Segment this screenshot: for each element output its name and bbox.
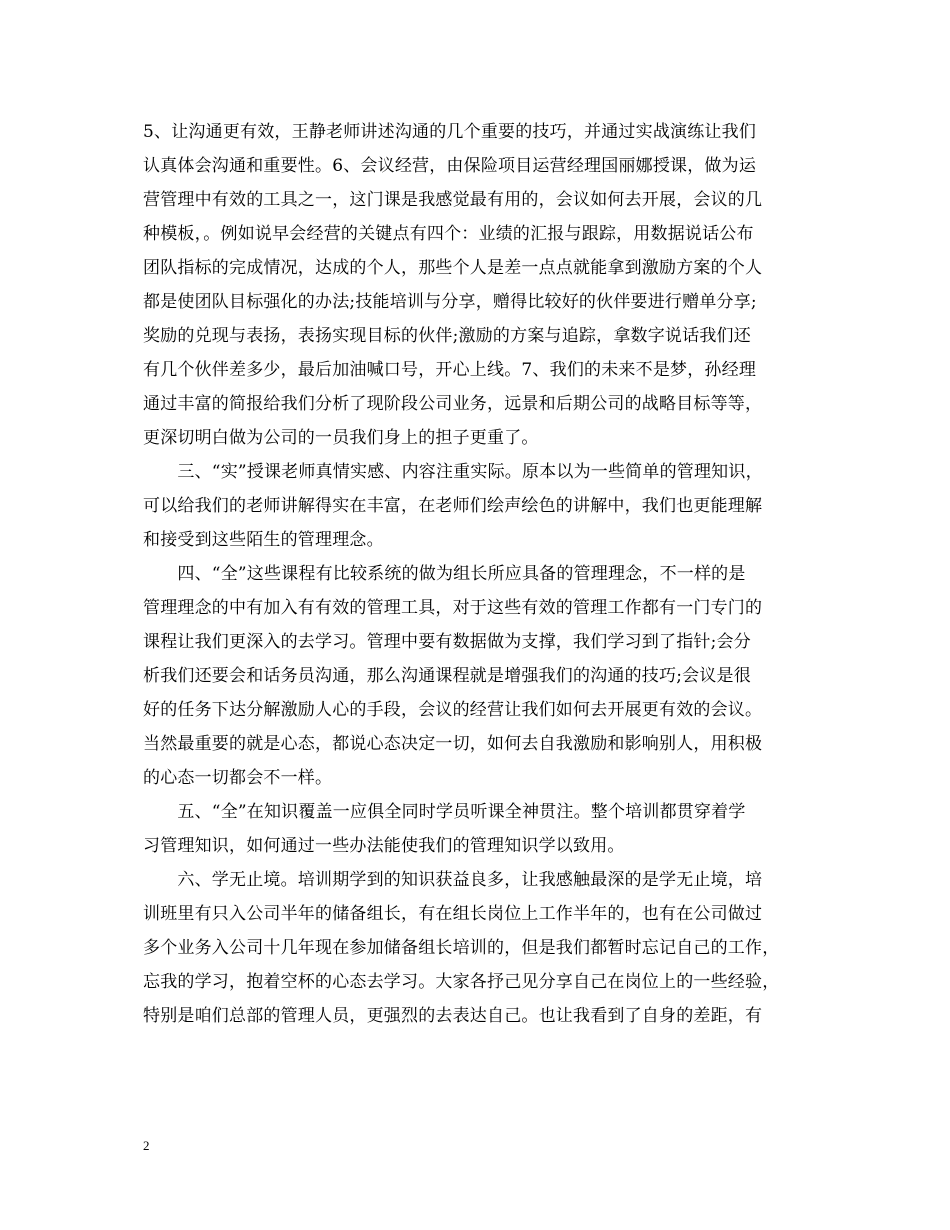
text-line: 训班里有只入公司半年的储备组长，有在组长岗位上工作半年的，也有在公司做过 [143,904,763,924]
text-line: 当然最重要的就是心态，都说心态决定一切，如何去自我激励和影响别人，用积极 [143,734,763,754]
page-number: 2 [143,1138,150,1153]
text-line: 和接受到这些陌生的管理理念。 [143,530,384,550]
text-line: 特别是咱们总部的管理人员，更强烈的去表达自己。也让我看到了自身的差距，有 [143,1006,763,1026]
text-line: 认真体会沟通和重要性。6、会议经营，由保险项目运营经理国丽娜授课，做为运 [143,156,757,176]
text-line: 有几个伙伴差多少，最后加油喊口号，开心上线。7、我们的未来不是梦，孙经理 [143,360,757,380]
text-line: 五、“全”在知识覆盖一应俱全同时学员听课全神贯注。整个培训都贯穿着学 [143,802,746,822]
text-line: 三、“实”授课老师真情实感、内容注重实际。原本以为一些简单的管理知识， [143,462,763,482]
text-line: 可以给我们的老师讲解得实在丰富，在老师们绘声绘色的讲解中，我们也更能理解 [143,496,763,516]
text-line: 六、学无止境。培训期学到的知识获益良多，让我感触最深的是学无止境，培 [143,870,763,890]
text-line: 奖励的兑现与表扬，表扬实现目标的伙伴;激励的方案与追踪，拿数字说话我们还 [143,326,751,346]
text-line: 更深切明白做为公司的一员我们身上的担子更重了。 [143,428,539,448]
text-line: 营管理中有效的工具之一，这门课是我感觉最有用的，会议如何去开展，会议的几 [143,190,763,210]
text-line: 多个业务入公司十几年现在参加储备组长培训的，但是我们都暂时忘记自己的工作， [143,938,780,958]
text-line: 团队指标的完成情况，达成的个人，那些个人是差一点点就能拿到激励方案的个人 [143,258,763,278]
text-line: 通过丰富的简报给我们分析了现阶段公司业务，远景和后期公司的战略目标等等， [143,394,763,414]
text-line: 课程让我们更深入的去学习。管理中要有数据做为支撑，我们学习到了指针;会分 [143,632,751,652]
text-line: 四、“全”这些课程有比较系统的做为组长所应具备的管理理念，不一样的是 [143,564,746,584]
text-line: 习管理知识，如何通过一些办法能使我们的管理知识学以致用。 [143,836,625,856]
body-text [143,115,818,1033]
text-line: 5、让沟通更有效，王静老师讲述沟通的几个重要的技巧，并通过实战演练让我们 [143,122,757,142]
text-line: 都是使团队目标强化的办法;技能培训与分享，赠得比较好的伙伴要进行赠单分享; [143,292,757,312]
text-line: 管理理念的中有加入有有效的管理工具，对于这些有效的管理工作都有一门专门的 [143,598,763,618]
text-line: 种模板，。例如说早会经营的关键点有四个：业绩的汇报与跟踪，用数据说话公布 [143,224,754,244]
text-line: 忘我的学习，抱着空杯的心态去学习。大家各抒己见分享自己在岗位上的一些经验， [143,972,780,992]
text-line: 的心态一切都会不一样。 [143,768,333,788]
text-line: 好的任务下达分解激励人心的手段，会议的经营让我们如何去开展更有效的会议。 [143,700,763,720]
text-line: 析我们还要会和话务员沟通，那么沟通课程就是增强我们的沟通的技巧;会议是很 [143,666,751,686]
